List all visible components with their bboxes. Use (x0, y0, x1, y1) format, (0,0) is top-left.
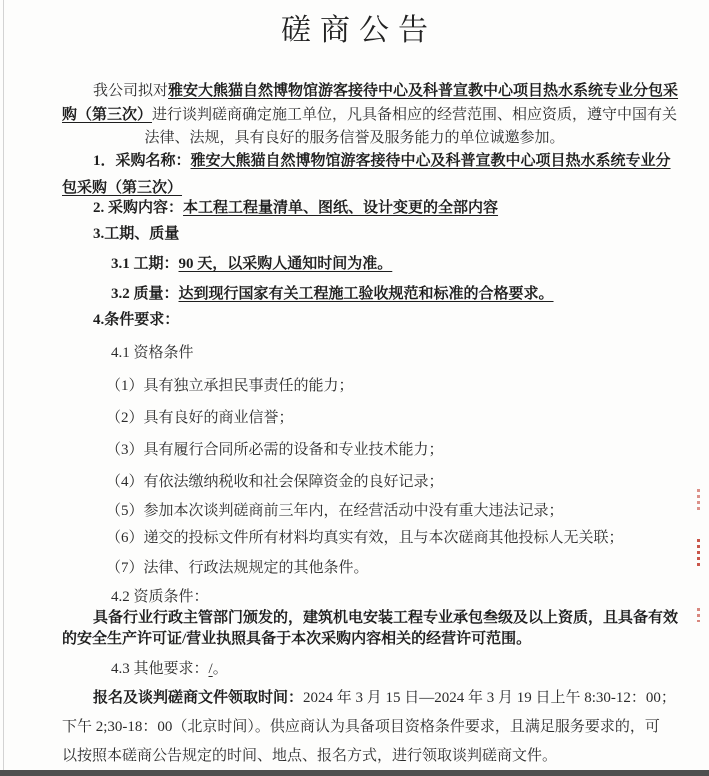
intro-line-2 (62, 104, 678, 128)
item4-sub3-label: 4.3 其他要求： (111, 660, 209, 677)
scan-red-edge-mark-2 (697, 539, 700, 568)
footer-label: 报名及谈判磋商文件领取时间： (93, 689, 304, 706)
footer-line-3: 以按照本磋商公告规定的时间、地点、报名方式，进行领取谈判磋商文件。 (62, 747, 558, 764)
item4-sub2-header: 4.2 资质条件： (111, 588, 209, 605)
condition-4: （4）有依法缴纳税收和社会保障资金的良好记录； (106, 473, 444, 490)
footer-line-2: 下午 2;30-18：00（北京时间）。供应商认为具备项目资格条件要求，且满足服务要求的，可 (62, 718, 660, 735)
condition-3: （3）具有履行合同所必需的设备和专业技术能力； (106, 441, 444, 458)
item3-sub2-value: 达到现行国家有关工程施工验收规范和标准的合格要求。 (178, 285, 554, 302)
scan-red-edge-mark-3 (697, 608, 700, 622)
condition-5: （5）参加本次谈判磋商前三年内，在经营活动中没有重大违法记录； (106, 502, 564, 519)
item4-header: 4.条件要求： (93, 311, 180, 328)
item4-sub3-line (62, 661, 647, 678)
condition-1: （1）具有独立承担民事责任的能力； (106, 377, 354, 394)
scan-left-edge-line (3, 0, 4, 776)
footer-line-1 (62, 689, 676, 707)
page-title: 磋商公告 (281, 14, 437, 47)
item3-sub2-line (62, 286, 647, 303)
condition-7: （7）法律、行政法规规定的其他条件。 (106, 559, 369, 576)
scan-bottom-bar (0, 770, 709, 776)
footer-line-1-rest: 2024 年 3 月 15 日—2024 年 3 月 19 日上午 8:30-12：00； (303, 689, 676, 706)
item2-line (62, 200, 647, 217)
item1-value-line-2: 包采购（第三次） (62, 179, 183, 196)
intro-line-1 (62, 80, 679, 104)
item2-value: 本工程工程量清单、图纸、设计变更的全部内容 (183, 199, 499, 216)
item4-sub1-header: 4.1 资格条件 (111, 344, 194, 361)
item1-line-1 (62, 152, 671, 170)
intro-line-2-normal: 进行谈判磋商确定施工单位，凡具备相应的经营范围、相应资质，遵守中国有关 (152, 106, 678, 123)
document-content (62, 0, 679, 765)
item4-sub3-value: / (208, 660, 213, 677)
item2-label: 2. 采购内容： (93, 199, 184, 216)
condition-2: （2）具有良好的商业信誉； (106, 409, 294, 426)
intro-line-1-normal: 我公司拟对 (93, 83, 169, 99)
item1-label: 1．采购名称： (93, 152, 191, 169)
procurement-name-part-2: 购（第三次） (62, 106, 153, 123)
item3-sub2-label: 3.2 质量： (111, 285, 179, 302)
qualification-text-line-2: 的安全生产许可证/营业执照具备于本次采购内容相关的经营许可范围。 (62, 630, 532, 647)
scan-red-edge-mark-1 (697, 489, 700, 511)
condition-6: （6）递交的投标文件所有材料均真实有效，且与本次磋商其他投标人无关联； (106, 529, 624, 546)
qualification-text-line-1: 具备行业行政主管部门颁发的，建筑机电安装工程专业承包叁级及以上资质，且具备有效 (93, 609, 679, 626)
item3-header: 3.工期、质量 (93, 225, 180, 242)
intro-line-3: 法律、法规，具有良好的服务信誉及服务能力的单位诚邀参加。 (144, 130, 565, 146)
item3-sub1-label: 3.1 工期： (111, 255, 179, 272)
item3-sub1-line (62, 256, 647, 273)
item4-sub3-suffix: 。 (212, 660, 228, 677)
item1-line-2 (62, 180, 647, 197)
item3-sub1-value: 90 天，以采购人通知时间为准。 (178, 255, 393, 272)
item1-value-line-1: 雅安大熊猫自然博物馆游客接待中心及科普宣教中心项目热水系统专业分 (190, 152, 671, 169)
procurement-name-part-1: 雅安大熊猫自然博物馆游客接待中心及科普宣教中心项目热水系统专业分包采 (168, 83, 679, 99)
